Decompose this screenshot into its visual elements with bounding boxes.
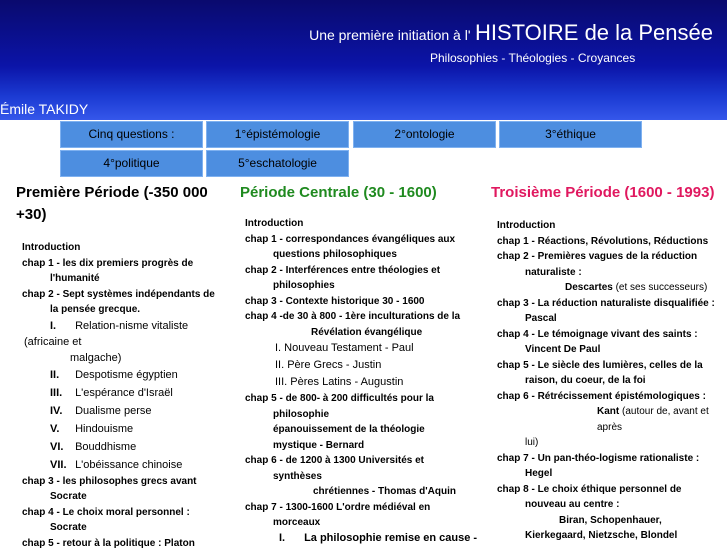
col3-chap2-cont: naturaliste : — [497, 265, 723, 281]
col1-sys-5 — [22, 420, 231, 438]
col2-chap4[interactable]: chap 4 -de 30 à 800 - 1ère inculturations de la — [245, 309, 485, 325]
roman-6: VI. — [50, 438, 72, 456]
nav-politique[interactable]: 4°politique — [60, 150, 203, 177]
col2-chap7-sub1-text[interactable]: La philosophie remise en cause - — [304, 532, 477, 544]
col1-sys-1 — [22, 318, 231, 334]
col1-sys-7 — [22, 456, 231, 474]
column-periode-centrale — [240, 182, 485, 546]
col3-chap2-names — [497, 280, 723, 296]
col3-kant: Kant — [597, 406, 619, 417]
col1-chap2[interactable]: chap 2 - Sept systèmes indépendants de — [22, 287, 231, 303]
col2-chap7-sub1 — [245, 531, 485, 547]
col2-chap2[interactable]: chap 2 - Interférences entre théologies et — [245, 263, 485, 279]
col3-descartes: Descartes — [565, 282, 613, 293]
col3-chap4-cont: Vincent De Paul — [497, 342, 723, 358]
sys-2-text[interactable]: Despotisme égyptien — [75, 369, 178, 381]
col2-sub-1[interactable]: I. Nouveau Testament - Paul — [245, 340, 485, 357]
col2-chap1[interactable]: chap 1 - correspondances évangéliques aux — [245, 232, 485, 248]
col3-chap5[interactable]: chap 5 - Le siècle des lumières, celles de la — [497, 358, 723, 374]
col1-chap4-cont: Socrate — [22, 520, 231, 536]
col2-chap6-cont2: chrétiennes - Thomas d'Aquin — [245, 484, 485, 500]
col2-chap2-cont: philosophies — [245, 278, 485, 294]
sys-6-text[interactable]: Bouddhisme — [75, 441, 136, 453]
roman-3: III. — [50, 384, 72, 402]
col1-chap3-cont: Socrate — [22, 489, 231, 505]
col2-chap5-cont3: mystique - Bernard — [245, 438, 485, 454]
roman-2: II. — [50, 366, 72, 384]
col1-toc — [22, 240, 231, 551]
col2-chap5-cont2: épanouissement de la théologie — [245, 422, 485, 438]
site-subtitle: Philosophies - Théologies - Croyances — [430, 51, 635, 65]
col3-chap8-names2: Kierkegaard, Nietzsche, Blondel — [497, 528, 723, 544]
col2-sub-2[interactable]: II. Père Grecs - Justin — [245, 357, 485, 374]
col1-chap3[interactable]: chap 3 - les philosophes grecs avant — [22, 474, 231, 490]
col2-roman-1: I. — [279, 531, 301, 547]
col2-intro[interactable]: Introduction — [245, 216, 485, 232]
roman-4: IV. — [50, 402, 72, 420]
sys-1-text[interactable]: Relation-nisme vitaliste — [75, 320, 188, 332]
col1-chap4[interactable]: chap 4 - Le choix moral personnel : — [22, 505, 231, 521]
col3-chap2[interactable]: chap 2 - Premières vagues de la réduction — [497, 249, 723, 265]
col2-chap3[interactable]: chap 3 - Contexte historique 30 - 1600 — [245, 294, 485, 310]
nav-epistemologie[interactable]: 1°épistémologie — [206, 121, 349, 148]
author-name: Émile TAKIDY — [0, 101, 88, 117]
roman-5: V. — [50, 420, 72, 438]
col3-kant-note2: lui) — [497, 435, 723, 451]
col1-sys-2 — [22, 366, 231, 384]
col1-chap1[interactable]: chap 1 - les dix premiers progrès de — [22, 256, 231, 272]
nav-ontologie[interactable]: 2°ontologie — [353, 121, 496, 148]
col2-chap7[interactable]: chap 7 - 1300-1600 L'ordre médiéval en — [245, 500, 485, 516]
col3-chap8-names1: Biran, Schopenhauer, — [497, 513, 723, 529]
col3-chap7[interactable]: chap 7 - Un pan-théo-logisme rationaliste : — [497, 451, 723, 467]
sys-5-text[interactable]: Hindouisme — [75, 423, 133, 435]
col3-toc — [497, 218, 723, 544]
col3-chap6[interactable]: chap 6 - Rétrécissement épistémologiques : — [497, 389, 723, 405]
col2-chap7-cont: morceaux — [245, 515, 485, 531]
col3-chap8-cont: nouveau au centre : — [497, 497, 723, 513]
col2-chap5[interactable]: chap 5 - de 800- à 200 difficultés pour la — [245, 391, 485, 407]
nav-ethique[interactable]: 3°éthique — [499, 121, 642, 148]
col3-chap7-cont: Hegel — [497, 466, 723, 482]
nav-eschatologie[interactable]: 5°eschatologie — [206, 150, 349, 177]
site-title — [309, 20, 713, 46]
roman-7: VII. — [50, 456, 72, 474]
sys-1-cont1: (africaine et — [22, 334, 231, 350]
col1-sys-4 — [22, 402, 231, 420]
col2-title[interactable]: Période Centrale (30 - 1600) — [240, 182, 485, 204]
col3-chap1[interactable]: chap 1 - Réactions, Révolutions, Réductions — [497, 234, 723, 250]
col2-chap6[interactable]: chap 6 - de 1200 à 1300 Universités et — [245, 453, 485, 469]
col3-chap6-names — [497, 404, 723, 435]
col3-chap5-cont: raison, du coeur, de la foi — [497, 373, 723, 389]
col3-chap3-cont: Pascal — [497, 311, 723, 327]
title-prefix: Une première initiation à l' — [309, 27, 470, 43]
sys-4-text[interactable]: Dualisme perse — [75, 405, 151, 417]
col1-chap5[interactable]: chap 5 - retour à la politique : Platon — [22, 536, 231, 551]
col2-chap4-cont: Révélation évangélique — [245, 325, 485, 341]
col3-title[interactable]: Troisième Période (1600 - 1993) — [491, 182, 723, 204]
column-troisieme-periode — [491, 182, 723, 544]
header-banner — [0, 0, 727, 120]
col2-chap5-cont1: philosophie — [245, 407, 485, 423]
col3-chap8[interactable]: chap 8 - Le choix éthique personnel de — [497, 482, 723, 498]
col3-kant-note: (autour de, avant et après — [597, 406, 709, 433]
sys-7-text[interactable]: L'obéissance chinoise — [75, 459, 182, 471]
column-premiere-periode — [16, 182, 231, 551]
col2-sub-3[interactable]: III. Pères Latins - Augustin — [245, 374, 485, 391]
col1-title[interactable]: Première Période (-350 000 +30) — [16, 182, 231, 226]
col1-chap2-cont: la pensée grecque. — [22, 302, 231, 318]
title-main: HISTOIRE de la Pensée — [475, 20, 713, 45]
sys-1-cont2: malgache) — [22, 350, 231, 366]
col2-toc — [245, 216, 485, 546]
col1-sys-3 — [22, 384, 231, 402]
col3-chap4[interactable]: chap 4 - Le témoignage vivant des saints : — [497, 327, 723, 343]
sys-3-text[interactable]: L'espérance d'Israël — [75, 387, 173, 399]
nav-cinq-questions[interactable]: Cinq questions : — [60, 121, 203, 148]
col2-chap6-cont1: synthèses — [245, 469, 485, 485]
col1-sys-6 — [22, 438, 231, 456]
col2-chap1-cont: questions philosophiques — [245, 247, 485, 263]
roman-1: I. — [50, 318, 72, 334]
col3-chap3[interactable]: chap 3 - La réduction naturaliste disqualifiée : — [497, 296, 723, 312]
col1-chap1-cont: l'humanité — [22, 271, 231, 287]
col3-intro[interactable]: Introduction — [497, 218, 723, 234]
col1-intro[interactable]: Introduction — [22, 240, 231, 256]
col3-descartes-note: (et ses successeurs) — [616, 282, 708, 293]
